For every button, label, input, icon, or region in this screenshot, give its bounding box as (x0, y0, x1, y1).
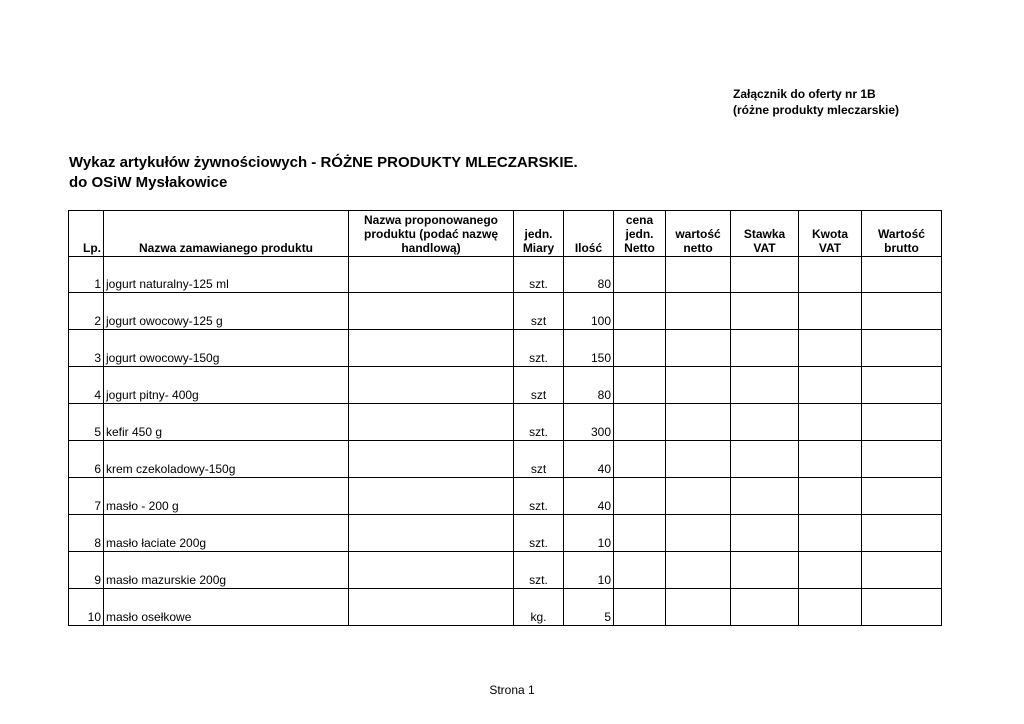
table-row (69, 293, 942, 330)
cell-unit: szt. (514, 515, 564, 552)
cell-proposed-name (349, 330, 514, 367)
cell-unit: szt. (514, 552, 564, 589)
cell-net-value (666, 404, 731, 441)
cell-unit-price (614, 330, 666, 367)
cell-unit: szt. (514, 478, 564, 515)
cell-lp: 5 (69, 404, 104, 441)
cell-vat-amount (799, 552, 862, 589)
cell-qty: 40 (564, 478, 614, 515)
header-vat-amount: Kwota VAT (799, 211, 862, 257)
cell-vat-rate (731, 515, 799, 552)
cell-vat-rate (731, 552, 799, 589)
cell-unit-price (614, 404, 666, 441)
cell-gross-value (862, 367, 942, 404)
cell-vat-amount (799, 589, 862, 626)
cell-product-name: krem czekoladowy-150g (104, 441, 349, 478)
cell-product-name: masło łaciate 200g (104, 515, 349, 552)
cell-net-value (666, 515, 731, 552)
cell-gross-value (862, 330, 942, 367)
cell-qty: 80 (564, 367, 614, 404)
header-proposed-name: Nazwa proponowanego produktu (podać nazwę handlową) (349, 211, 514, 257)
cell-lp: 9 (69, 552, 104, 589)
cell-gross-value (862, 589, 942, 626)
header-ordered-name: Nazwa zamawianego produktu (104, 211, 349, 257)
cell-vat-rate (731, 404, 799, 441)
cell-unit-price (614, 589, 666, 626)
table-row (69, 478, 942, 515)
cell-vat-rate (731, 441, 799, 478)
cell-vat-rate (731, 367, 799, 404)
cell-unit: kg. (514, 589, 564, 626)
cell-proposed-name (349, 404, 514, 441)
cell-product-name: jogurt pitny- 400g (104, 367, 349, 404)
cell-proposed-name (349, 589, 514, 626)
cell-product-name: masło osełkowe (104, 589, 349, 626)
cell-net-value (666, 441, 731, 478)
cell-lp: 8 (69, 515, 104, 552)
cell-unit: szt. (514, 330, 564, 367)
cell-unit-price (614, 515, 666, 552)
cell-net-value (666, 552, 731, 589)
cell-product-name: jogurt owocowy-125 g (104, 293, 349, 330)
cell-net-value (666, 330, 731, 367)
cell-proposed-name (349, 257, 514, 293)
cell-qty: 10 (564, 552, 614, 589)
cell-qty: 150 (564, 330, 614, 367)
attachment-note (733, 86, 899, 118)
cell-vat-amount (799, 330, 862, 367)
table-row (69, 552, 942, 589)
cell-qty: 10 (564, 515, 614, 552)
title-line-1: Wykaz artykułów żywnościowych - RÓŻNE PRODUKTY MLECZARSKIE. (69, 154, 578, 171)
products-table (68, 210, 942, 626)
cell-vat-amount (799, 441, 862, 478)
cell-unit: szt. (514, 404, 564, 441)
table-row (69, 515, 942, 552)
attachment-line-2: (różne produkty mleczarskie) (733, 103, 900, 117)
cell-vat-rate (731, 478, 799, 515)
cell-lp: 1 (69, 257, 104, 293)
table-row (69, 441, 942, 478)
cell-gross-value (862, 515, 942, 552)
cell-unit: szt. (514, 257, 564, 293)
cell-lp: 2 (69, 293, 104, 330)
header-unit-price: cena jedn. Netto (614, 211, 666, 257)
table-row (69, 257, 942, 293)
cell-vat-rate (731, 293, 799, 330)
cell-vat-rate (731, 330, 799, 367)
header-vat-rate: Stawka VAT (731, 211, 799, 257)
header-qty: Ilość (564, 211, 614, 257)
cell-qty: 100 (564, 293, 614, 330)
cell-net-value (666, 293, 731, 330)
cell-unit-price (614, 478, 666, 515)
cell-vat-amount (799, 478, 862, 515)
cell-product-name: masło mazurskie 200g (104, 552, 349, 589)
cell-unit: szt (514, 293, 564, 330)
cell-lp: 3 (69, 330, 104, 367)
cell-vat-rate (731, 589, 799, 626)
cell-product-name: kefir 450 g (104, 404, 349, 441)
cell-lp: 7 (69, 478, 104, 515)
header-gross-value: Wartość brutto (862, 211, 942, 257)
title-line-2: do OSiW Mysłakowice (69, 174, 228, 191)
header-net-value: wartość netto (666, 211, 731, 257)
cell-qty: 5 (564, 589, 614, 626)
cell-gross-value (862, 478, 942, 515)
cell-qty: 80 (564, 257, 614, 293)
cell-unit-price (614, 257, 666, 293)
table-header-row (69, 211, 942, 257)
table-row (69, 589, 942, 626)
table-row (69, 404, 942, 441)
table-row (69, 330, 942, 367)
cell-gross-value (862, 552, 942, 589)
cell-proposed-name (349, 293, 514, 330)
cell-unit-price (614, 552, 666, 589)
attachment-line-1: Załącznik do oferty nr 1B (733, 87, 876, 101)
cell-lp: 10 (69, 589, 104, 626)
cell-unit-price (614, 441, 666, 478)
cell-lp: 6 (69, 441, 104, 478)
cell-product-name: masło - 200 g (104, 478, 349, 515)
cell-vat-amount (799, 404, 862, 441)
page-number: Strona 1 (489, 683, 535, 697)
cell-unit: szt (514, 441, 564, 478)
cell-product-name: jogurt owocowy-150g (104, 330, 349, 367)
cell-lp: 4 (69, 367, 104, 404)
header-unit: jedn. Miary (514, 211, 564, 257)
cell-unit-price (614, 367, 666, 404)
cell-gross-value (862, 404, 942, 441)
header-lp: Lp. (69, 211, 104, 257)
cell-net-value (666, 589, 731, 626)
cell-vat-amount (799, 257, 862, 293)
cell-net-value (666, 478, 731, 515)
document-title (69, 153, 578, 193)
cell-gross-value (862, 293, 942, 330)
cell-proposed-name (349, 515, 514, 552)
cell-net-value (666, 257, 731, 293)
cell-proposed-name (349, 552, 514, 589)
cell-qty: 40 (564, 441, 614, 478)
cell-proposed-name (349, 367, 514, 404)
cell-gross-value (862, 257, 942, 293)
cell-net-value (666, 367, 731, 404)
cell-proposed-name (349, 478, 514, 515)
cell-vat-rate (731, 257, 799, 293)
cell-gross-value (862, 441, 942, 478)
cell-product-name: jogurt naturalny-125 ml (104, 257, 349, 293)
cell-vat-amount (799, 367, 862, 404)
cell-vat-amount (799, 515, 862, 552)
table-row (69, 367, 942, 404)
cell-vat-amount (799, 293, 862, 330)
cell-unit-price (614, 293, 666, 330)
cell-qty: 300 (564, 404, 614, 441)
cell-unit: szt (514, 367, 564, 404)
cell-proposed-name (349, 441, 514, 478)
